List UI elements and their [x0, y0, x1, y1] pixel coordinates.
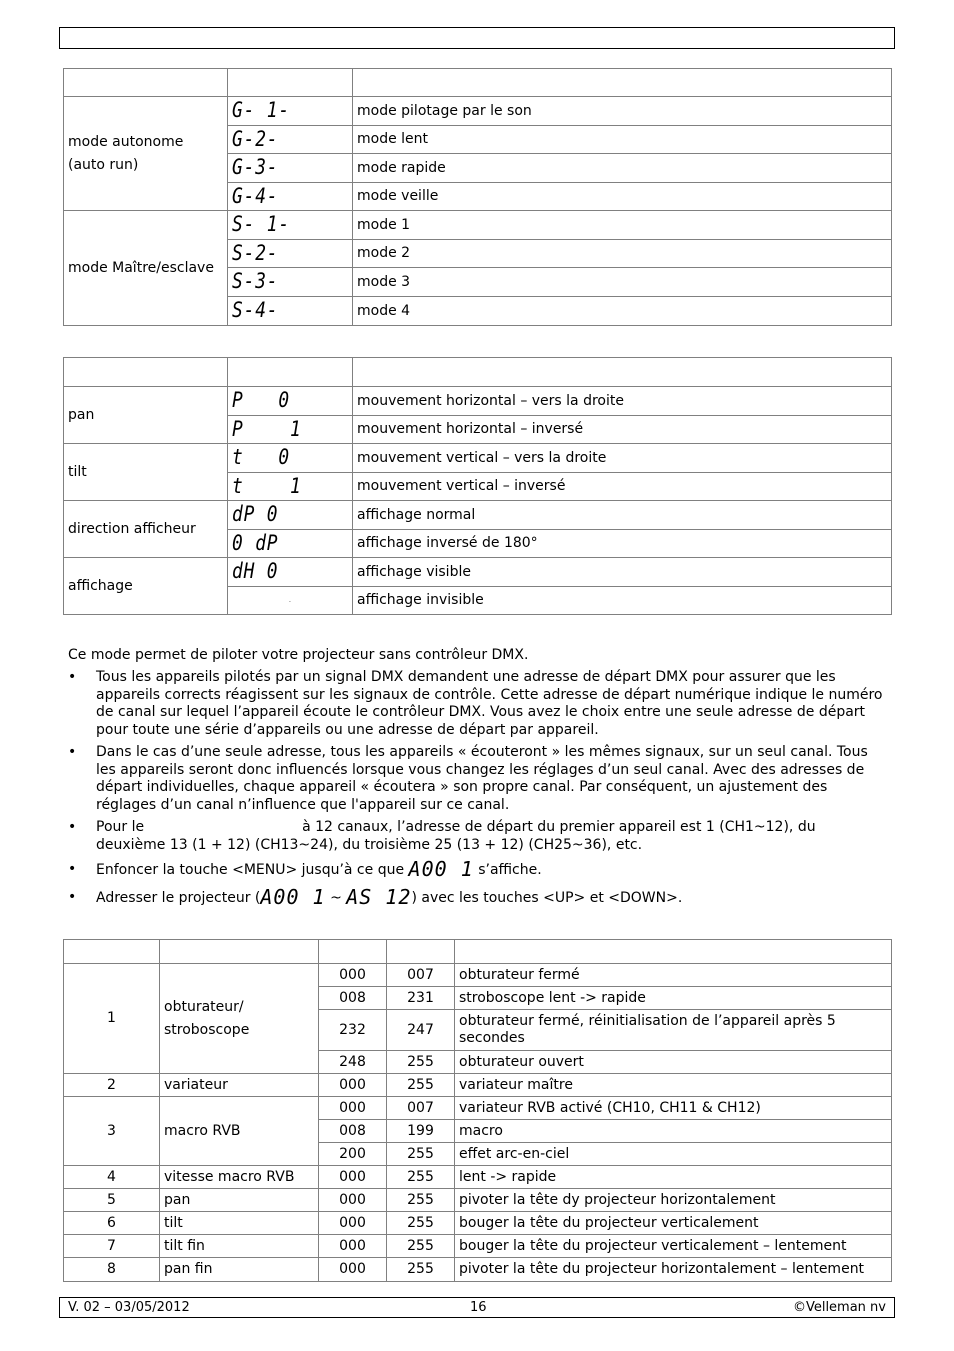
function-line: obturateur/ — [164, 998, 244, 1015]
setting-description: mouvement horizontal – inversé — [353, 416, 892, 444]
modes-table — [63, 68, 892, 326]
value-from: 232 — [319, 1010, 387, 1051]
led-display-code: S-4- — [232, 298, 279, 322]
footer-copyright: ©Velleman nv — [792, 1300, 886, 1315]
table-row — [64, 444, 892, 473]
bullet-text: à 12 canaux, l’adresse de départ du premier appareil est 1 (CH1~12), du deuxième 13 (1 + 12) (CH13~24), du troisième 25 (13 + 12) (CH25~36), etc. — [96, 819, 816, 853]
value-from: 200 — [319, 1143, 387, 1166]
header-cell — [64, 940, 160, 964]
bullet-icon: • — [68, 888, 77, 905]
value-to: 247 — [387, 1010, 455, 1051]
value-from: 000 — [319, 1212, 387, 1235]
channel-function — [160, 964, 319, 1074]
list-item — [68, 744, 883, 814]
led-display-code: t 1 — [232, 473, 302, 498]
value-from: 000 — [319, 1097, 387, 1120]
channel-number: 2 — [64, 1074, 160, 1097]
led-display-code: S-2- — [232, 240, 279, 265]
value-to: 255 — [387, 1166, 455, 1189]
header-cell — [228, 358, 353, 387]
bullet-text: ) avec les touches <UP> et <DOWN>. — [411, 889, 683, 906]
value-to: 255 — [387, 1212, 455, 1235]
led-display-code: P 0 — [232, 388, 290, 412]
value-description: obturateur fermé — [455, 964, 892, 987]
led-display-code: A00 1 — [260, 884, 326, 909]
header-cell — [228, 69, 353, 97]
table-row — [64, 387, 892, 416]
table-row — [64, 1258, 892, 1282]
header-cell — [64, 358, 228, 387]
value-to: 231 — [387, 987, 455, 1010]
list-item — [68, 669, 883, 739]
led-display-code: S- 1- — [232, 212, 290, 236]
led-display-code: dP 0 — [232, 502, 279, 526]
table-row — [64, 211, 892, 240]
led-display-code: G- 1- — [232, 98, 290, 122]
header-cell — [319, 940, 387, 964]
header-cell — [64, 69, 228, 97]
value-from: 000 — [319, 964, 387, 987]
bullet-text: Pour le — [96, 819, 145, 835]
value-from: 000 — [319, 1074, 387, 1097]
table-header-row — [64, 69, 892, 97]
table-row — [64, 1097, 892, 1120]
value-description: variateur RVB activé (CH10, CH11 & CH12) — [455, 1097, 892, 1120]
value-from: 008 — [319, 987, 387, 1010]
list-item — [68, 857, 883, 881]
channel-function: tilt fin — [160, 1235, 319, 1258]
header-cell — [353, 358, 892, 387]
value-from: 000 — [319, 1189, 387, 1212]
channel-number: 8 — [64, 1258, 160, 1282]
table-row — [64, 1074, 892, 1097]
dmx-channel-table — [63, 939, 892, 1282]
value-description: effet arc-en-ciel — [455, 1143, 892, 1166]
led-display-code: G-3- — [232, 155, 279, 179]
value-from: 000 — [319, 1235, 387, 1258]
page-footer — [59, 1297, 895, 1318]
header-cell — [387, 940, 455, 964]
list-item — [68, 819, 883, 854]
bullet-text: Dans le cas d’une seule adresse, tous les appareils « écouteront » les mêmes signaux, sur un seul canal. Tous les appareils seront donc influencés lorsque vous changez les réglages d’un seul canal. Avec des adresses de départ individuelles, chaque appareil « écoutera » son propre canal. Par conséquent, un ajustement des réglages d’un canal n’influence que l'appareil sur ce canal. — [96, 744, 868, 813]
setting-name-display: affichage — [64, 558, 228, 615]
function-line: stroboscope — [164, 1021, 250, 1038]
channel-number: 6 — [64, 1212, 160, 1235]
table-row — [64, 1166, 892, 1189]
value-description: variateur maître — [455, 1074, 892, 1097]
footer-page-number: 16 — [470, 1300, 487, 1315]
value-from: 248 — [319, 1051, 387, 1074]
led-display-code: G-2- — [232, 126, 279, 151]
led-display-code: t 0 — [232, 445, 290, 469]
value-from: 000 — [319, 1166, 387, 1189]
setting-description: affichage inversé de 180° — [353, 530, 892, 558]
range-separator: ~ — [330, 889, 342, 906]
value-description: stroboscope lent -> rapide — [455, 987, 892, 1010]
channel-function: macro RVB — [160, 1097, 319, 1166]
value-to: 255 — [387, 1258, 455, 1282]
value-to: 255 — [387, 1074, 455, 1097]
value-description: bouger la tête du projecteur verticalement – lentement — [455, 1235, 892, 1258]
bullet-text: Adresser le projecteur ( — [96, 889, 261, 906]
setting-name-display-direction: direction afficheur — [64, 501, 228, 558]
led-display-code: dH 0 — [232, 559, 279, 583]
channel-number: 1 — [64, 964, 160, 1074]
value-description: obturateur ouvert — [455, 1051, 892, 1074]
bullet-text: Tous les appareils pilotés par un signal DMX demandent une adresse de départ DMX pour assurer que les appareils corrects réagissent sur les signaux de contrôle. Cette adresse de départ numérique indique le numéro de canal sur lequel l’appareil écoute le contrôleur DMX. Vous avez le choix entre une seule adresse de départ pour toute une série d’appareils ou une adresse de départ par appareil. — [96, 669, 883, 738]
channel-function: tilt — [160, 1212, 319, 1235]
bullet-text: Enfoncer la touche <MENU> jusqu’à ce que — [96, 862, 405, 878]
value-to: 255 — [387, 1143, 455, 1166]
table-row — [64, 1235, 892, 1258]
led-display-code: G-4- — [232, 183, 279, 208]
group-label-line: mode autonome — [68, 133, 184, 150]
table-row — [64, 501, 892, 530]
mode-description: mode veille — [353, 183, 892, 211]
dmx-address-bullets — [68, 669, 883, 907]
channel-number: 4 — [64, 1166, 160, 1189]
mode-group-auto — [64, 97, 228, 211]
channel-function: vitesse macro RVB — [160, 1166, 319, 1189]
header-cell — [160, 940, 319, 964]
setting-description: affichage normal — [353, 501, 892, 530]
bullet-icon: • — [68, 744, 77, 760]
mode-description: mode 1 — [353, 211, 892, 240]
value-description: pivoter la tête dy projecteur horizontalement — [455, 1189, 892, 1212]
led-display-code: A00 1 — [408, 857, 474, 881]
value-description: obturateur fermé, réinitialisation de l’appareil après 5 secondes — [455, 1010, 892, 1051]
value-description: lent -> rapide — [455, 1166, 892, 1189]
setting-description: mouvement vertical – inversé — [353, 473, 892, 501]
value-to: 255 — [387, 1051, 455, 1074]
bullet-text: s’affiche. — [478, 862, 542, 878]
setting-name-tilt: tilt — [64, 444, 228, 501]
mode-description: mode pilotage par le son — [353, 97, 892, 126]
footer-version: V. 02 – 03/05/2012 — [68, 1300, 190, 1315]
channel-number: 7 — [64, 1235, 160, 1258]
page-header-box — [59, 27, 895, 49]
led-display-code: . — [289, 596, 291, 604]
value-to: 007 — [387, 1097, 455, 1120]
value-description: macro — [455, 1120, 892, 1143]
value-from: 008 — [319, 1120, 387, 1143]
table-row — [64, 964, 892, 987]
channel-function: pan fin — [160, 1258, 319, 1282]
mode-description: mode rapide — [353, 154, 892, 183]
mode-description: mode 4 — [353, 297, 892, 326]
group-label-line: (auto run) — [68, 156, 139, 173]
mode-description: mode 3 — [353, 268, 892, 297]
setting-description: affichage visible — [353, 558, 892, 587]
setting-description: mouvement vertical – vers la droite — [353, 444, 892, 473]
led-display-code: P 1 — [232, 416, 302, 441]
settings-table — [63, 357, 892, 615]
led-display-code: S-3- — [232, 269, 279, 293]
value-description: bouger la tête du projecteur verticalement — [455, 1212, 892, 1235]
value-to: 255 — [387, 1189, 455, 1212]
channel-number: 3 — [64, 1097, 160, 1166]
table-header-row — [64, 358, 892, 387]
led-display-code: 0 dP — [232, 530, 279, 555]
channel-number: 5 — [64, 1189, 160, 1212]
table-row — [64, 1212, 892, 1235]
setting-description: affichage invisible — [353, 587, 892, 615]
intro-paragraph: Ce mode permet de piloter votre projecteur sans contrôleur DMX. — [68, 647, 529, 663]
bullet-icon: • — [68, 819, 77, 835]
list-item — [68, 884, 883, 909]
setting-name-pan: pan — [64, 387, 228, 444]
bullet-icon: • — [68, 861, 77, 877]
value-from: 000 — [319, 1258, 387, 1282]
value-to: 199 — [387, 1120, 455, 1143]
table-header-row — [64, 940, 892, 964]
mode-group-master-slave: mode Maître/esclave — [64, 211, 228, 326]
setting-description: mouvement horizontal – vers la droite — [353, 387, 892, 416]
mode-description: mode 2 — [353, 240, 892, 268]
value-to: 255 — [387, 1235, 455, 1258]
table-row — [64, 1189, 892, 1212]
led-display-code: AS 12 — [346, 884, 412, 909]
header-cell — [353, 69, 892, 97]
table-row — [64, 97, 892, 126]
value-to: 007 — [387, 964, 455, 987]
value-description: pivoter la tête du projecteur horizontalement – lentement — [455, 1258, 892, 1282]
channel-function: variateur — [160, 1074, 319, 1097]
table-row — [64, 558, 892, 587]
bullet-icon: • — [68, 669, 77, 685]
mode-description: mode lent — [353, 126, 892, 154]
header-cell — [455, 940, 892, 964]
channel-function: pan — [160, 1189, 319, 1212]
